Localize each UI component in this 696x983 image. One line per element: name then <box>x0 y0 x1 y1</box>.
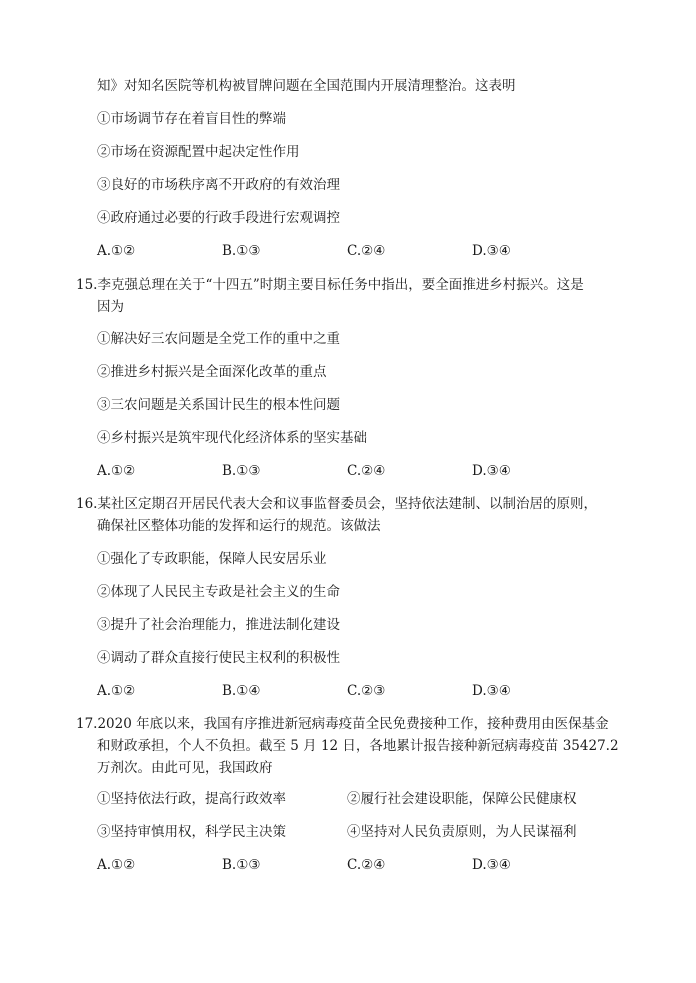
question-17-option-c: C.②④ <box>347 857 386 873</box>
question-16-stem-line-1: 16.某社区定期召开居民代表大会和议事监督委员会，坚持依法建制、以制治居的原则， <box>76 496 597 512</box>
question-14-option-c: C.②④ <box>347 243 386 259</box>
question-16-item-2: ②体现了人民民主专政是社会主义的生命 <box>97 584 340 600</box>
question-14-option-a: A.①② <box>97 243 136 259</box>
question-17-stem-line-3: 万剂次。由此可见，我国政府 <box>97 760 273 776</box>
question-17-stem-line-1: 17.2020 年底以来，我国有序推进新冠病毒疫苗全民免费接种工作，接种费用由医保基金 <box>76 716 609 732</box>
question-15-stem-line-1: 15.李克强总理在关于“十四五”时期主要目标任务中指出，要全面推进乡村振兴。这是 <box>76 277 584 293</box>
question-14-continuation: 知》对知名医院等机构被冒牌问题在全国范围内开展清理整治。这表明 <box>97 78 516 94</box>
question-16-option-b: B.①④ <box>222 683 261 699</box>
question-16-item-4: ④调动了群众直接行使民主权利的积极性 <box>97 650 340 666</box>
question-16-option-a: A.①② <box>97 683 136 699</box>
question-17-item-1: ①坚持依法行政，提高行政效率 <box>97 791 286 807</box>
question-16-item-1: ①强化了专政职能，保障人民安居乐业 <box>97 551 327 567</box>
question-16-item-3: ③提升了社会治理能力，推进法制化建设 <box>97 617 340 633</box>
question-15-option-b: B.①③ <box>222 463 261 479</box>
question-17-option-a: A.①② <box>97 857 136 873</box>
question-17-option-b: B.①③ <box>222 857 261 873</box>
question-14-option-d: D.③④ <box>472 243 511 259</box>
question-17-item-4: ④坚持对人民负责原则，为人民谋福利 <box>347 824 577 840</box>
question-17-item-3: ③坚持审慎用权，科学民主决策 <box>97 824 286 840</box>
question-17-item-2: ②履行社会建设职能，保障公民健康权 <box>347 791 577 807</box>
question-14-item-4: ④政府通过必要的行政手段进行宏观调控 <box>97 210 340 226</box>
question-14-item-3: ③良好的市场秩序离不开政府的有效治理 <box>97 177 340 193</box>
question-15-option-d: D.③④ <box>472 463 511 479</box>
question-17-option-d: D.③④ <box>472 857 511 873</box>
question-15-item-3: ③三农问题是关系国计民生的根本性问题 <box>97 397 340 413</box>
question-14-item-2: ②市场在资源配置中起决定性作用 <box>97 144 300 160</box>
question-16-option-d: D.③④ <box>472 683 511 699</box>
question-15-item-4: ④乡村振兴是筑牢现代化经济体系的坚实基础 <box>97 430 367 446</box>
question-15-option-c: C.②④ <box>347 463 386 479</box>
question-15-item-1: ①解决好三农问题是全党工作的重中之重 <box>97 331 340 347</box>
question-14-item-1: ①市场调节存在着盲目性的弊端 <box>97 111 286 127</box>
question-15-item-2: ②推进乡村振兴是全面深化改革的重点 <box>97 364 327 380</box>
question-16-option-c: C.②③ <box>347 683 386 699</box>
question-14-option-b: B.①③ <box>222 243 261 259</box>
question-15-option-a: A.①② <box>97 463 136 479</box>
question-17-stem-line-2: 和财政承担，个人不负担。截至 5 月 12 日，各地累计报告接种新冠病毒疫苗 35427.2 <box>97 738 619 754</box>
question-16-stem-line-2: 确保社区整体功能的发挥和运行的规范。该做法 <box>97 518 381 534</box>
question-15-stem-line-2: 因为 <box>97 299 124 315</box>
